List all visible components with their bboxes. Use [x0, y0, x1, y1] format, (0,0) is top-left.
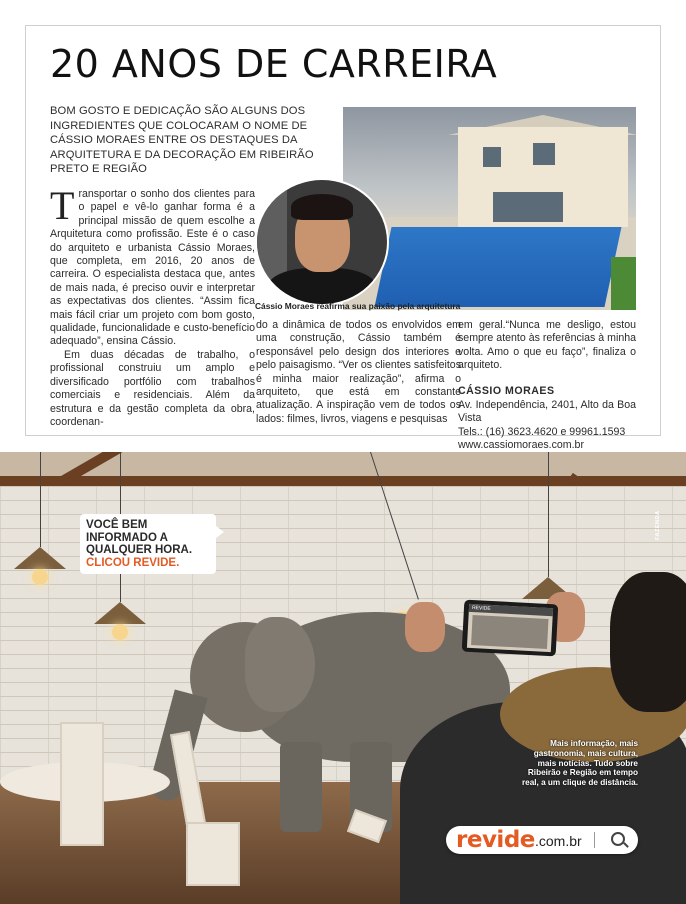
- house-glass-doors: [493, 192, 563, 222]
- lawn: [611, 257, 636, 310]
- ad-tagline: CLICOU REVIDE.: [86, 556, 180, 569]
- article-column-2: [256, 319, 461, 426]
- pendant-lamp: [94, 602, 146, 624]
- swimming-pool: [374, 227, 621, 307]
- revide-logo: revide: [456, 827, 535, 853]
- elephant-ear: [245, 617, 315, 712]
- revide-domain: .com.br: [535, 833, 582, 849]
- house-photo: [343, 107, 636, 310]
- divider: [594, 832, 595, 848]
- paragraph-text: Em duas décadas de trabalho, o profissional construiu um amplo e diversificado portfólio com trabalhos comerciais e residenciais. Além da estrutura e da gestão completa da obra, coordenan-: [50, 348, 255, 428]
- photo-caption: Cássio Moraes reafirma sua paixão pela arquitetura: [255, 301, 461, 311]
- contact-name: CÁSSIO MORAES: [458, 384, 555, 397]
- elephant-leg: [280, 742, 322, 832]
- ad-body-text: Mais informação, mais gastronomia, mais cultura, mais notícias. Tudo sobre Ribeirão e Região em tempo real, a um clique de distância.: [521, 739, 638, 788]
- lamp-wire: [40, 452, 41, 547]
- article-column-3: [458, 319, 636, 453]
- phone-photo: [471, 615, 548, 649]
- phone-app-bar: REVIDE: [469, 604, 553, 616]
- search-icon[interactable]: [611, 832, 625, 846]
- phone-screen: [467, 604, 553, 652]
- paragraph-text: ransportar o sonho dos clientes para o papel e vê-lo ganhar forma é a principal missão de quem escolhe a Arquitetura como profissão. Este é o caso do arquiteto e urbanista Cássio Moraes, que completa, em 2016, 20 anos de carreira. O especialista destaca que, antes de mais nada, é preciso ouvir e interpretar as expectativas dos clientes. “Assim fica mais fácil criar um projeto com bom gosto, qualidade, funcionalidade e custo-benefício adequado”, ensina Cássio.: [50, 188, 255, 348]
- lamp-wire: [548, 452, 549, 577]
- drop-cap: T: [50, 183, 75, 228]
- paragraph: [50, 183, 255, 349]
- person-hand: [405, 602, 445, 652]
- paragraph-text: do a dinâmica de todos os envolvidos em uma construção, Cássio também é responsável pelo design dos interiores e pelo paisagismo. “Ver os clientes satisfeitos é minha maior realização”, afirma o arquiteto, que está em constante atualização. A inspiração vem de todos os lados: filmes, livros, viagens e pesquisas: [256, 319, 461, 425]
- ad-side-label: FAZENDA: [655, 510, 661, 540]
- pendant-lamp: [14, 547, 66, 569]
- article-box: [25, 25, 661, 452]
- chair: [186, 822, 240, 886]
- article-column-1: [50, 183, 255, 429]
- smartphone: [462, 600, 559, 657]
- revide-advertisement: [0, 452, 686, 904]
- lamp-bulb: [32, 569, 48, 585]
- contact-address: Av. Independência, 2401, Alto da Boa Vista: [458, 399, 636, 425]
- chair: [60, 722, 104, 846]
- paragraph-text: em geral.“Nunca me desligo, estou sempre atento às referências à minha volta. Amo o que eu faço”, finaliza o arquiteto.: [458, 319, 636, 372]
- revide-search-bar[interactable]: [446, 826, 638, 854]
- ad-headline: VOCÊ BEM INFORMADO A QUALQUER HORA.: [86, 519, 193, 556]
- article-lead: BOM GOSTO E DEDICAÇÃO SÃO ALGUNS DOS INGREDIENTES QUE COLOCARAM O NOME DE CÁSSIO MORAES ENTRE OS DESTAQUES DA ARQUITETURA E DA DECORAÇÃO EM RIBEIRÃO PRETO E REGIÃO: [50, 105, 314, 175]
- house-window: [483, 147, 501, 167]
- architect-portrait: [255, 178, 389, 306]
- contact-phones: Tels.: (16) 3623.4620 e 99961.1593: [458, 425, 626, 438]
- article-title: 20 ANOS DE CARREIRA: [50, 42, 498, 86]
- portrait-hair: [291, 194, 353, 220]
- person-head: [610, 572, 686, 712]
- house-window: [533, 143, 555, 165]
- lamp-bulb: [112, 624, 128, 640]
- contact-website[interactable]: www.cassiomoraes.com.br: [458, 439, 584, 452]
- contact-block: [458, 385, 636, 453]
- ad-headline-bubble: [80, 514, 216, 574]
